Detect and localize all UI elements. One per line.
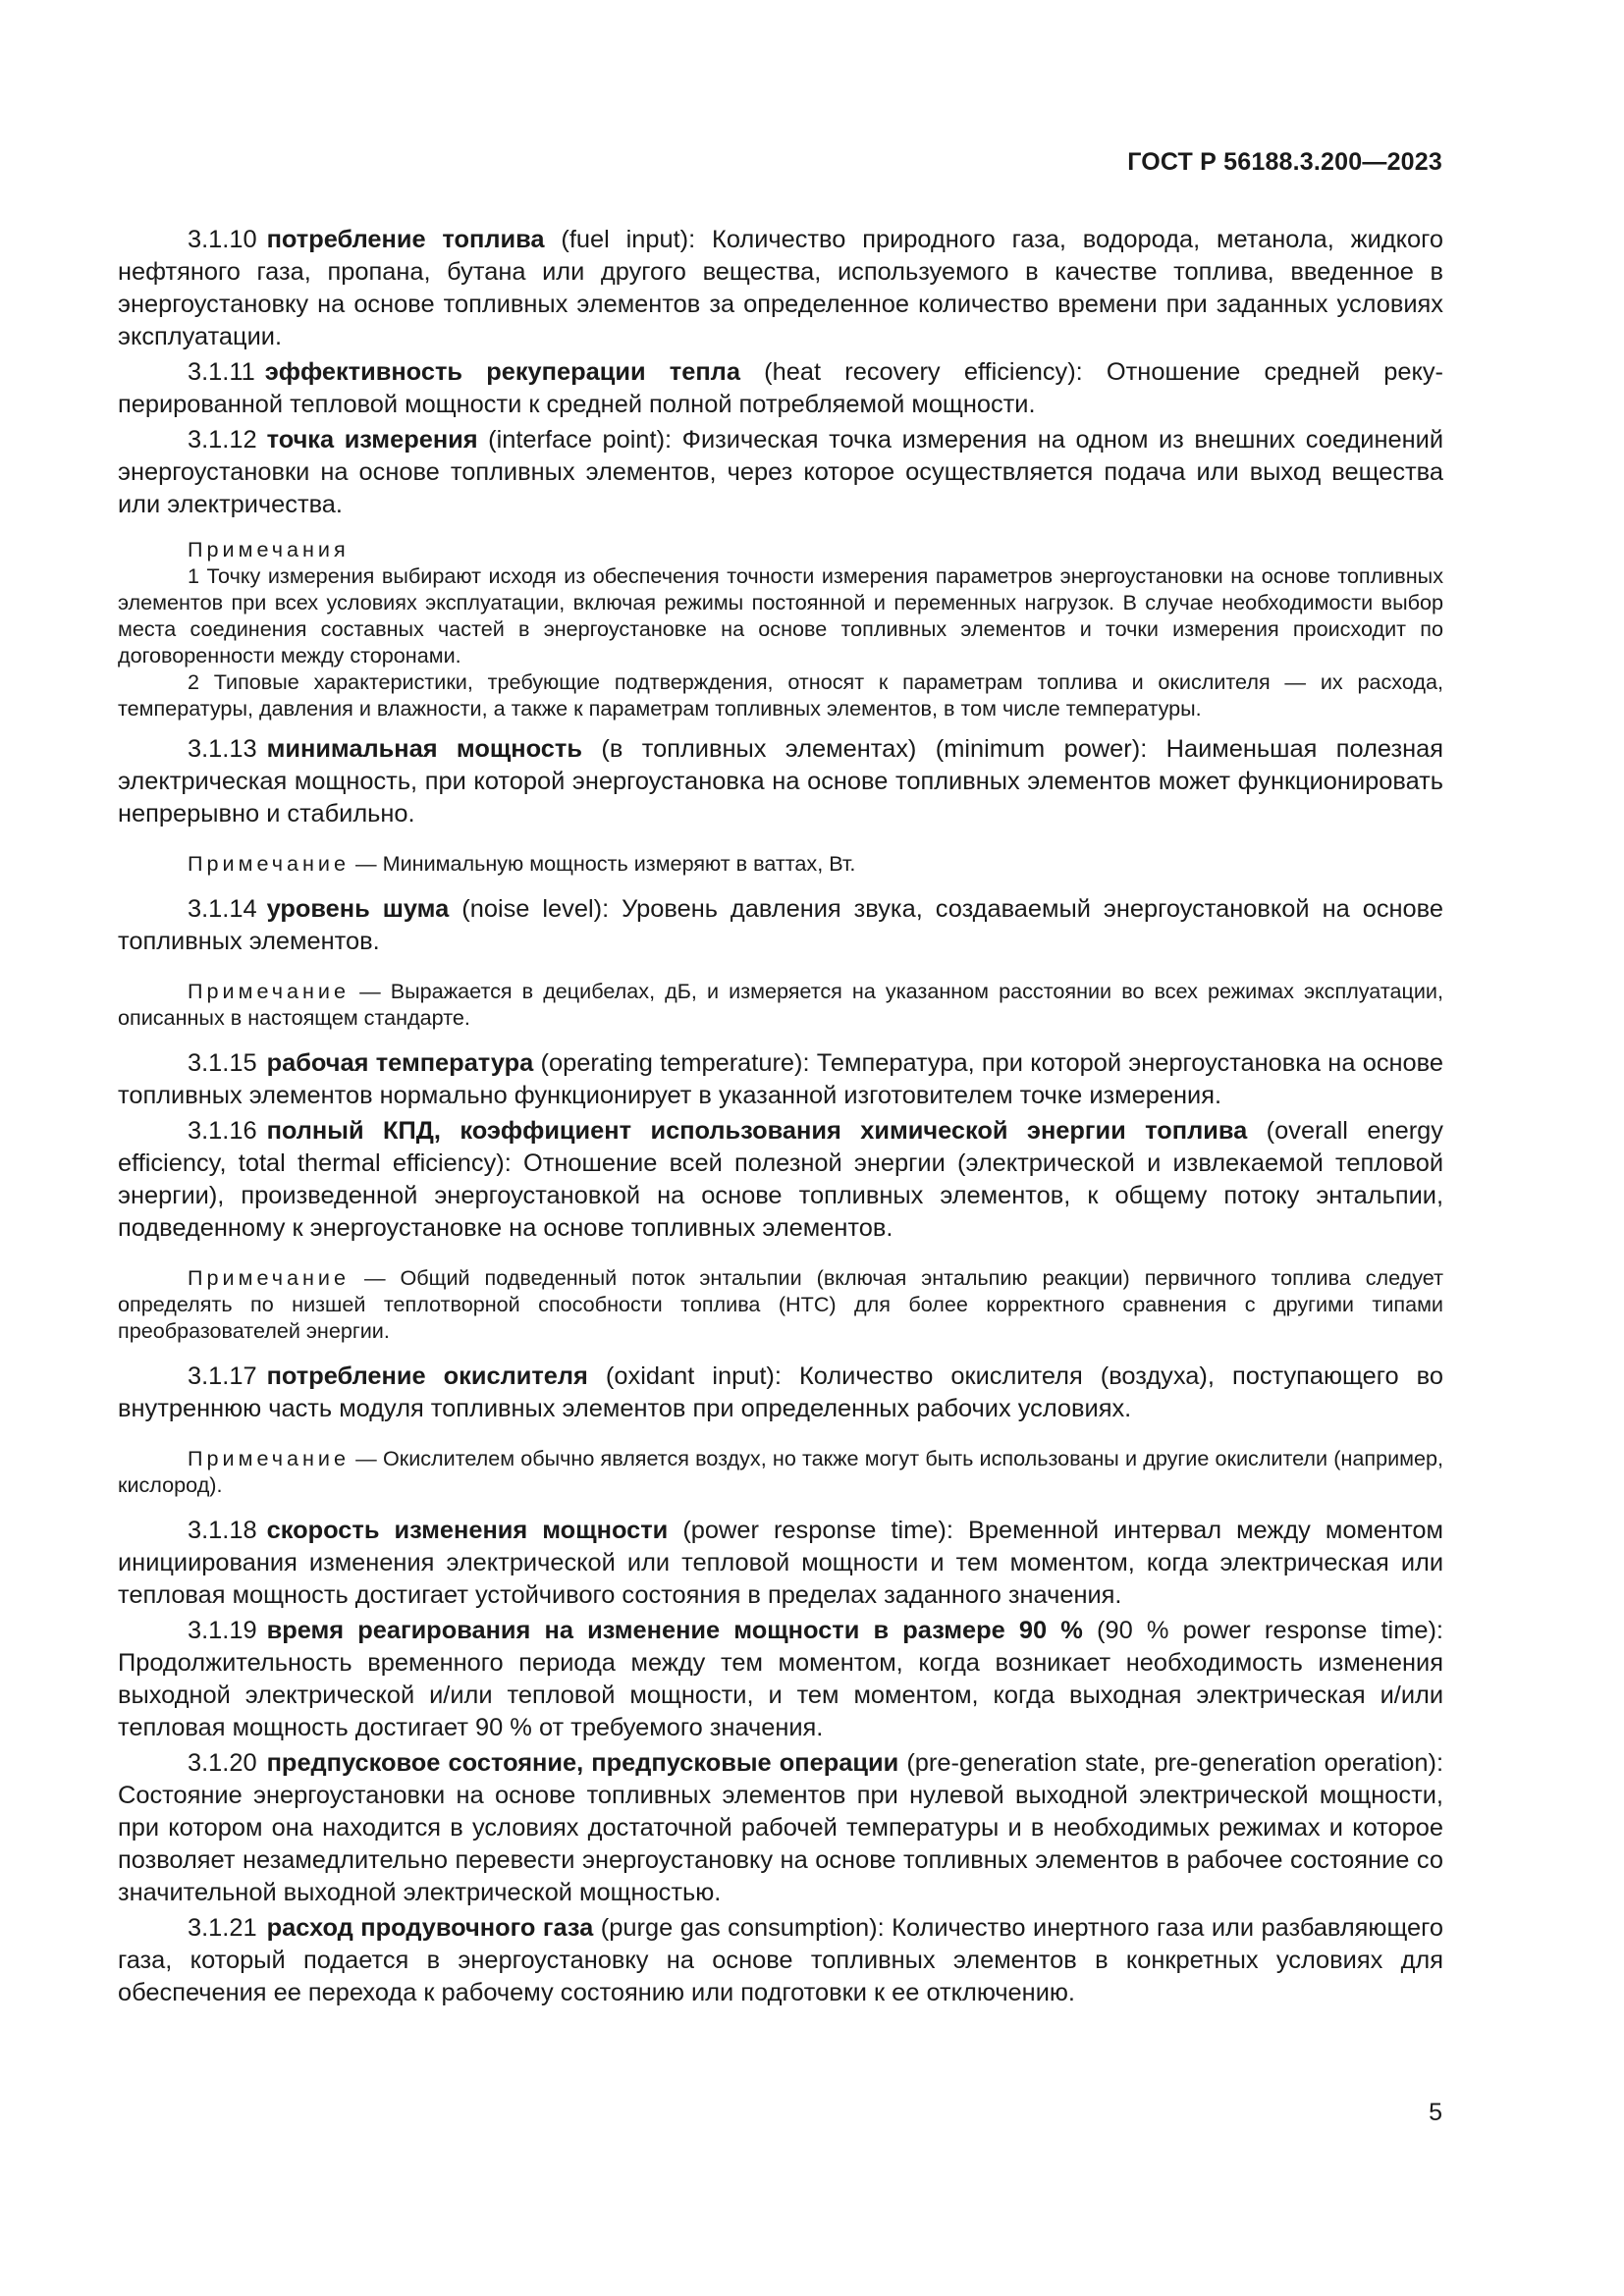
term-number: 3.1.16 [188,1117,257,1145]
term-definition: (oxidant input): Количество окислителя (воздуха), поступающего во внутреннюю часть модуля топливных элементов при определенных рабочих условиях. [118,1362,1444,1422]
term-title: расход продувочного газа [266,1914,594,1942]
term-definition: (noise level): Уровень давления звука, создаваемый энергоустановкой на основе топливных элементов. [118,895,1444,955]
term-3-1-20 [118,1747,1443,1909]
page-number: 5 [1429,2099,1442,2126]
term-title: скорость изменения мощности [266,1517,669,1544]
term-3-1-21 [118,1912,1443,2009]
term-number: 3.1.10 [188,226,257,253]
term-number: 3.1.11 [188,358,255,386]
term-3-1-13 [118,733,1443,830]
note-text: Окислителем обычно является воздух, но также могут быть использованы и другие окислители (например, кислород). [118,1446,1444,1497]
term-title: уровень шума [266,895,450,923]
term-definition: (pre-generation state, pre-generation operation): Состояние энергоустановки на основе топливных элементов при нулевой выходной электрической мощности, при котором она находится в условиях достаточной рабочей температуры и в необходимых режимах и которое позволяет незамедлительно перевести энергоустановку на основе топливных элементов в рабочее состояние со значительной выходной электрической мощностью. [118,1749,1443,1906]
term-title: минимальная мощность [266,735,582,763]
term-number: 3.1.14 [188,895,257,923]
note-item-1: 1 Точку измерения выбирают исходя из обеспечения точности измерения параметров энергоустановки на основе топливных элементов при всех условиях эксплуатации, включая режимы постоянной и переменных нагрузок. В случае необходимости выбор места соединения составных частей в энергоустановке на основе топливных элементов и точки измерения происходит по договоренности между сторонами. [118,563,1443,667]
note-3-1-14: Примечание — Выражается в децибелах, дБ, и измеряется на указанном расстоянии во всех режимах эксплуатации, описанных в настоящем стандарте. [118,979,1443,1030]
term-definition: (interface point): Физическая точка измерения на одном из внешних соединений энергоустановки на основе топливных элементов, через которое осуществляется подача или выход вещества или электричества. [118,426,1443,518]
term-3-1-15 [118,1047,1443,1112]
term-number: 3.1.15 [188,1049,257,1077]
term-3-1-11 [118,356,1443,421]
term-definition: (operating temperature): Температура, при которой энергоустановка на основе топливных элементов нормально функционирует в указанной изготовителем точке измерения. [118,1049,1443,1109]
term-title: потребление окислителя [266,1362,588,1390]
term-title: предпусковое состояние, предпусковые операции [266,1749,899,1777]
note-label: Примечание [188,1265,350,1290]
term-definition: (heat recovery efficiency): Отношение средней рекуперированной тепловой мощности к средней полной потребляемой мощности. [118,358,1444,418]
term-definition: (purge gas consumption): Количество инертного газа или разбавляющего газа, который подается в энергоустановку на основе топливных элементов в конкретных условиях для обеспечения ее перехода к рабочему состоянию или подготовки к ее отключению. [118,1914,1443,2006]
term-definition: (90 % power response time): Продолжительность временного периода между тем моментом, когда возникает необходимость изменения выходной электрической и/или тепловой мощности, и тем моментом, когда выходная электрическая и/или тепловая мощность достигает 90 % от требуемого значения. [118,1617,1443,1741]
term-definition: (overall energy efficiency, total thermal efficiency): Отношение всей полезной энергии (электрической и извлекаемой тепловой энергии), произведенной энергоустановкой на основе топливных элементов, к общему потоку энтальпии, подведенному к энергоустановке на основе топливных элементов. [118,1117,1443,1242]
document-code-header: ГОСТ Р 56188.3.200—2023 [1127,148,1442,176]
term-number: 3.1.18 [188,1517,257,1544]
note-label: Примечание [188,1446,350,1470]
term-definition: (в топливных элементах) (minimum power): Наименьшая полезная электрическая мощность, при которой энергоустановка на основе топливных элементов может функционировать непрерывно и стабильно. [118,735,1443,828]
term-definition: (power response time): Временной интервал между моментом инициирования изменения электрической или тепловой мощности и тем моментом, когда электрическая или тепловая мощность достигает устойчивого состояния в пределах заданного значения. [118,1517,1443,1609]
term-title: точка измерения [266,426,478,454]
term-3-1-16 [118,1115,1443,1245]
note-3-1-17: Примечание — Окислителем обычно является воздух, но также могут быть использованы и другие окислители (например, кислород). [118,1446,1444,1497]
note-item-2: 2 Типовые характеристики, требующие подтверждения, относят к параметрам топлива и окислителя — их расхода, температуры, давления и влажности, а также к параметрам топливных элементов, в том числе температуры. [118,669,1443,721]
term-3-1-14 [118,893,1443,958]
term-3-1-19 [118,1615,1443,1744]
note-text: Минимальную мощность измеряют в ваттах, Вт. [382,851,856,876]
term-title: эффективность рекуперации тепла [264,358,740,386]
term-3-1-18 [118,1515,1443,1612]
note-label: Примечание [188,979,350,1003]
note-3-1-16: Примечание — Общий подведенный поток энтальпии (включая энтальпию реакции) первичного топлива следует определять по низшей теплотворной способности топлива (НТС) для более корректного сравнения с другими типами преобразователей энергии. [118,1265,1443,1343]
term-3-1-17 [118,1361,1443,1425]
note-label: Примечания [188,537,350,561]
term-title: потребление топлива [266,226,545,253]
document-body [118,224,1443,2012]
term-number: 3.1.21 [188,1914,257,1942]
term-number: 3.1.20 [188,1749,257,1777]
note-3-1-13: Примечание — Минимальную мощность измеряют в ваттах, Вт. [188,851,856,876]
note-label: Примечание [188,851,350,876]
term-number: 3.1.17 [188,1362,257,1390]
notes-heading [118,536,1443,562]
term-3-1-10 [118,224,1443,353]
term-title: полный КПД, коэффициент использования химической энергии топлива [266,1117,1248,1145]
term-number: 3.1.12 [188,426,257,454]
term-3-1-12 [118,424,1443,521]
term-number: 3.1.13 [188,735,257,763]
note-text: Общий подведенный поток энтальпии (включая энтальпию реакции) первичного топлива следует определять по низшей теплотворной способности топлива (НТС) для более корректного сравнения с другими типами преобразователей энергии. [118,1265,1443,1343]
term-title: время реагирования на изменение мощности в размере 90 % [266,1617,1083,1644]
note-text: Выражается в децибелах, дБ, и измеряется на указанном расстоянии во всех режимах эксплуатации, описанных в настоящем стандарте. [118,979,1443,1030]
term-title: рабочая температура [266,1049,534,1077]
term-number: 3.1.19 [188,1617,257,1644]
term-definition: (fuel input): Количество природного газа, водорода, метанола, жидкого нефтяного газа, пропана, бутана или другого вещества, используемого в качестве топлива, введенное в энергоустановку на основе топливных элементов за определенное количество времени при заданных условиях эксплуатации. [118,226,1443,350]
